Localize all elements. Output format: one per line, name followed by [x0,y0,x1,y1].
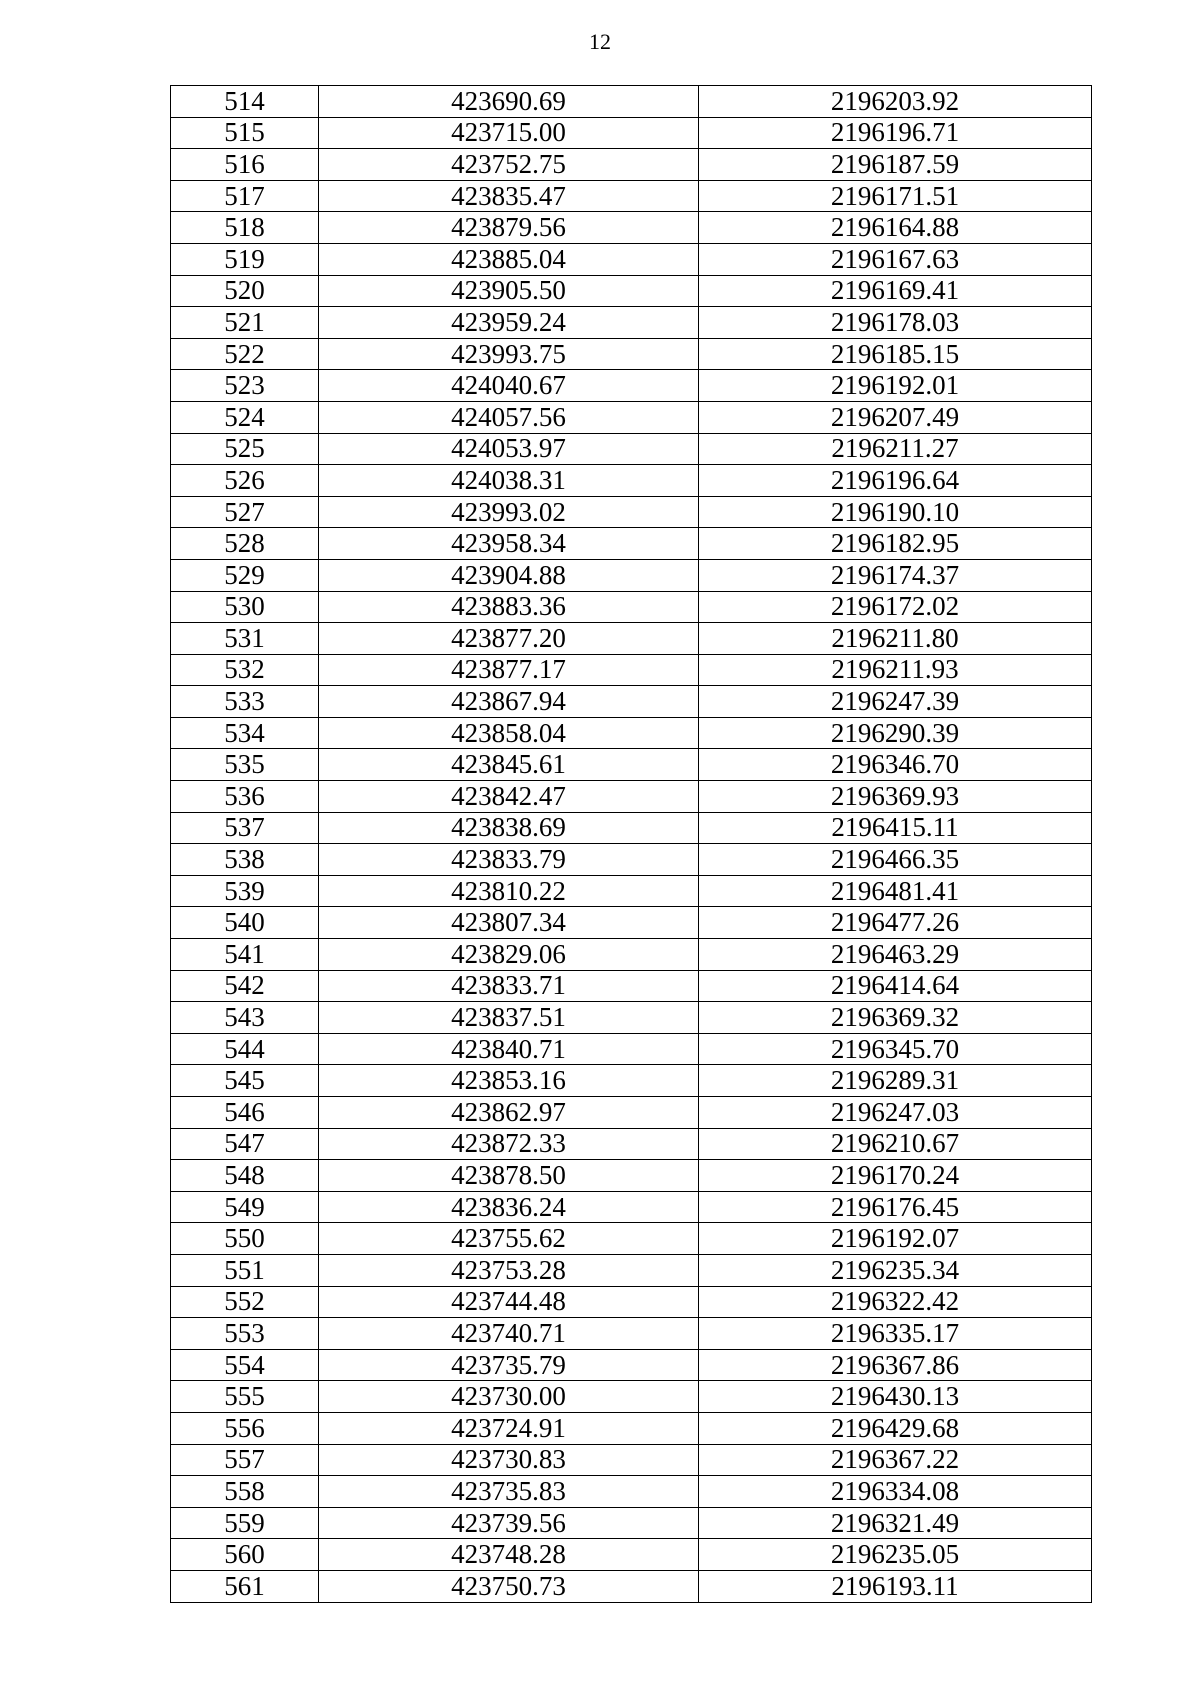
y-coordinate-cell: 2196170.24 [699,1160,1092,1192]
point-number-cell: 544 [171,1033,319,1065]
y-coordinate-cell: 2196196.64 [699,465,1092,497]
x-coordinate-cell: 423883.36 [319,591,699,623]
table-row [171,654,1092,686]
point-number-cell: 516 [171,149,319,181]
x-coordinate-cell: 423958.34 [319,528,699,560]
point-number-cell: 522 [171,338,319,370]
y-coordinate-cell: 2196290.39 [699,717,1092,749]
x-coordinate-cell: 423836.24 [319,1191,699,1223]
point-number-cell: 553 [171,1318,319,1350]
x-coordinate-cell: 423807.34 [319,907,699,939]
point-number-cell: 542 [171,970,319,1002]
y-coordinate-cell: 2196210.67 [699,1128,1092,1160]
point-number-cell: 536 [171,781,319,813]
x-coordinate-cell: 423867.94 [319,686,699,718]
page-number: 12 [589,29,611,54]
x-coordinate-cell: 423724.91 [319,1412,699,1444]
y-coordinate-cell: 2196466.35 [699,844,1092,876]
y-coordinate-cell: 2196211.93 [699,654,1092,686]
x-coordinate-cell: 423690.69 [319,86,699,118]
x-coordinate-cell: 423810.22 [319,875,699,907]
x-coordinate-cell: 423862.97 [319,1097,699,1129]
y-coordinate-cell: 2196322.42 [699,1286,1092,1318]
x-coordinate-cell: 424040.67 [319,370,699,402]
table-row [171,212,1092,244]
y-coordinate-cell: 2196289.31 [699,1065,1092,1097]
point-number-cell: 551 [171,1254,319,1286]
table-row [171,1318,1092,1350]
point-number-cell: 557 [171,1444,319,1476]
table-row [171,180,1092,212]
x-coordinate-cell: 423735.83 [319,1476,699,1508]
x-coordinate-cell: 423885.04 [319,243,699,275]
table-row [171,939,1092,971]
point-number-cell: 515 [171,117,319,149]
y-coordinate-cell: 2196187.59 [699,149,1092,181]
point-number-cell: 524 [171,401,319,433]
y-coordinate-cell: 2196196.71 [699,117,1092,149]
x-coordinate-cell: 423753.28 [319,1254,699,1286]
x-coordinate-cell: 423833.79 [319,844,699,876]
point-number-cell: 549 [171,1191,319,1223]
point-number-cell: 559 [171,1507,319,1539]
point-number-cell: 543 [171,1002,319,1034]
y-coordinate-cell: 2196169.41 [699,275,1092,307]
x-coordinate-cell: 423993.02 [319,496,699,528]
table-row [171,717,1092,749]
y-coordinate-cell: 2196185.15 [699,338,1092,370]
y-coordinate-cell: 2196176.45 [699,1191,1092,1223]
x-coordinate-cell: 424057.56 [319,401,699,433]
point-number-cell: 555 [171,1381,319,1413]
x-coordinate-cell: 423735.79 [319,1349,699,1381]
x-coordinate-cell: 423744.48 [319,1286,699,1318]
x-coordinate-cell: 423833.71 [319,970,699,1002]
y-coordinate-cell: 2196193.11 [699,1570,1092,1602]
table-row [171,370,1092,402]
x-coordinate-cell: 423905.50 [319,275,699,307]
y-coordinate-cell: 2196207.49 [699,401,1092,433]
point-number-cell: 525 [171,433,319,465]
table-row [171,1507,1092,1539]
point-number-cell: 518 [171,212,319,244]
y-coordinate-cell: 2196345.70 [699,1033,1092,1065]
table-row [171,781,1092,813]
y-coordinate-cell: 2196247.39 [699,686,1092,718]
y-coordinate-cell: 2196203.92 [699,86,1092,118]
point-number-cell: 541 [171,939,319,971]
table-row [171,1254,1092,1286]
x-coordinate-cell: 423730.00 [319,1381,699,1413]
table-row [171,1412,1092,1444]
y-coordinate-cell: 2196369.93 [699,781,1092,813]
point-number-cell: 535 [171,749,319,781]
point-number-cell: 526 [171,465,319,497]
y-coordinate-cell: 2196178.03 [699,307,1092,339]
table-row [171,1476,1092,1508]
table-row [171,1381,1092,1413]
y-coordinate-cell: 2196430.13 [699,1381,1092,1413]
y-coordinate-cell: 2196321.49 [699,1507,1092,1539]
point-number-cell: 558 [171,1476,319,1508]
point-number-cell: 527 [171,496,319,528]
table-row [171,623,1092,655]
x-coordinate-cell: 423829.06 [319,939,699,971]
y-coordinate-cell: 2196167.63 [699,243,1092,275]
x-coordinate-cell: 423840.71 [319,1033,699,1065]
point-number-cell: 546 [171,1097,319,1129]
point-number-cell: 531 [171,623,319,655]
x-coordinate-cell: 423845.61 [319,749,699,781]
point-number-cell: 556 [171,1412,319,1444]
point-number-cell: 539 [171,875,319,907]
x-coordinate-cell: 423879.56 [319,212,699,244]
table-row [171,749,1092,781]
y-coordinate-cell: 2196415.11 [699,812,1092,844]
y-coordinate-cell: 2196164.88 [699,212,1092,244]
x-coordinate-cell: 423739.56 [319,1507,699,1539]
table-row [171,1128,1092,1160]
x-coordinate-cell: 423750.73 [319,1570,699,1602]
x-coordinate-cell: 423853.16 [319,1065,699,1097]
y-coordinate-cell: 2196367.22 [699,1444,1092,1476]
point-number-cell: 534 [171,717,319,749]
x-coordinate-cell: 423877.20 [319,623,699,655]
table-row [171,1349,1092,1381]
x-coordinate-cell: 423842.47 [319,781,699,813]
table-row [171,1191,1092,1223]
y-coordinate-cell: 2196235.05 [699,1539,1092,1571]
x-coordinate-cell: 423904.88 [319,559,699,591]
y-coordinate-cell: 2196429.68 [699,1412,1092,1444]
x-coordinate-cell: 423740.71 [319,1318,699,1350]
x-coordinate-cell: 423730.83 [319,1444,699,1476]
x-coordinate-cell: 423748.28 [319,1539,699,1571]
y-coordinate-cell: 2196235.34 [699,1254,1092,1286]
point-number-cell: 523 [171,370,319,402]
table-row [171,86,1092,118]
x-coordinate-cell: 423835.47 [319,180,699,212]
point-number-cell: 552 [171,1286,319,1318]
table-row [171,433,1092,465]
x-coordinate-cell: 423959.24 [319,307,699,339]
table-row [171,307,1092,339]
table-row [171,117,1092,149]
point-number-cell: 560 [171,1539,319,1571]
table-row [171,401,1092,433]
table-row [171,1033,1092,1065]
point-number-cell: 514 [171,86,319,118]
table-row [171,970,1092,1002]
point-number-cell: 519 [171,243,319,275]
table-row [171,1286,1092,1318]
table-row [171,907,1092,939]
x-coordinate-cell: 423752.75 [319,149,699,181]
table-row [171,1570,1092,1602]
table-row [171,149,1092,181]
point-number-cell: 550 [171,1223,319,1255]
table-row [171,844,1092,876]
x-coordinate-cell: 423715.00 [319,117,699,149]
y-coordinate-cell: 2196211.27 [699,433,1092,465]
x-coordinate-cell: 423878.50 [319,1160,699,1192]
x-coordinate-cell: 423993.75 [319,338,699,370]
table-row [171,812,1092,844]
y-coordinate-cell: 2196211.80 [699,623,1092,655]
point-number-cell: 538 [171,844,319,876]
x-coordinate-cell: 424053.97 [319,433,699,465]
y-coordinate-cell: 2196174.37 [699,559,1092,591]
table-row [171,1539,1092,1571]
x-coordinate-cell: 423877.17 [319,654,699,686]
y-coordinate-cell: 2196335.17 [699,1318,1092,1350]
table-row [171,875,1092,907]
point-number-cell: 561 [171,1570,319,1602]
y-coordinate-cell: 2196334.08 [699,1476,1092,1508]
y-coordinate-cell: 2196192.01 [699,370,1092,402]
y-coordinate-cell: 2196171.51 [699,180,1092,212]
x-coordinate-cell: 423872.33 [319,1128,699,1160]
table-row [171,275,1092,307]
table-row [171,591,1092,623]
coordinates-table-body [171,86,1092,1603]
table-row [171,1160,1092,1192]
table-row [171,243,1092,275]
point-number-cell: 532 [171,654,319,686]
point-number-cell: 545 [171,1065,319,1097]
table-row [171,686,1092,718]
table-row [171,528,1092,560]
point-number-cell: 521 [171,307,319,339]
point-number-cell: 554 [171,1349,319,1381]
table-row [171,496,1092,528]
y-coordinate-cell: 2196190.10 [699,496,1092,528]
y-coordinate-cell: 2196172.02 [699,591,1092,623]
y-coordinate-cell: 2196481.41 [699,875,1092,907]
y-coordinate-cell: 2196182.95 [699,528,1092,560]
point-number-cell: 547 [171,1128,319,1160]
point-number-cell: 520 [171,275,319,307]
point-number-cell: 517 [171,180,319,212]
point-number-cell: 537 [171,812,319,844]
point-number-cell: 530 [171,591,319,623]
x-coordinate-cell: 423858.04 [319,717,699,749]
y-coordinate-cell: 2196463.29 [699,939,1092,971]
x-coordinate-cell: 423837.51 [319,1002,699,1034]
table-row [171,338,1092,370]
coordinates-table [170,85,1092,1603]
table-row [171,1002,1092,1034]
table-row [171,1444,1092,1476]
x-coordinate-cell: 423838.69 [319,812,699,844]
y-coordinate-cell: 2196346.70 [699,749,1092,781]
x-coordinate-cell: 424038.31 [319,465,699,497]
table-row [171,1065,1092,1097]
point-number-cell: 528 [171,528,319,560]
y-coordinate-cell: 2196369.32 [699,1002,1092,1034]
table-row [171,1223,1092,1255]
y-coordinate-cell: 2196192.07 [699,1223,1092,1255]
y-coordinate-cell: 2196367.86 [699,1349,1092,1381]
point-number-cell: 529 [171,559,319,591]
table-row [171,465,1092,497]
x-coordinate-cell: 423755.62 [319,1223,699,1255]
table-row [171,1097,1092,1129]
point-number-cell: 533 [171,686,319,718]
point-number-cell: 540 [171,907,319,939]
y-coordinate-cell: 2196414.64 [699,970,1092,1002]
y-coordinate-cell: 2196247.03 [699,1097,1092,1129]
y-coordinate-cell: 2196477.26 [699,907,1092,939]
point-number-cell: 548 [171,1160,319,1192]
table-row [171,559,1092,591]
